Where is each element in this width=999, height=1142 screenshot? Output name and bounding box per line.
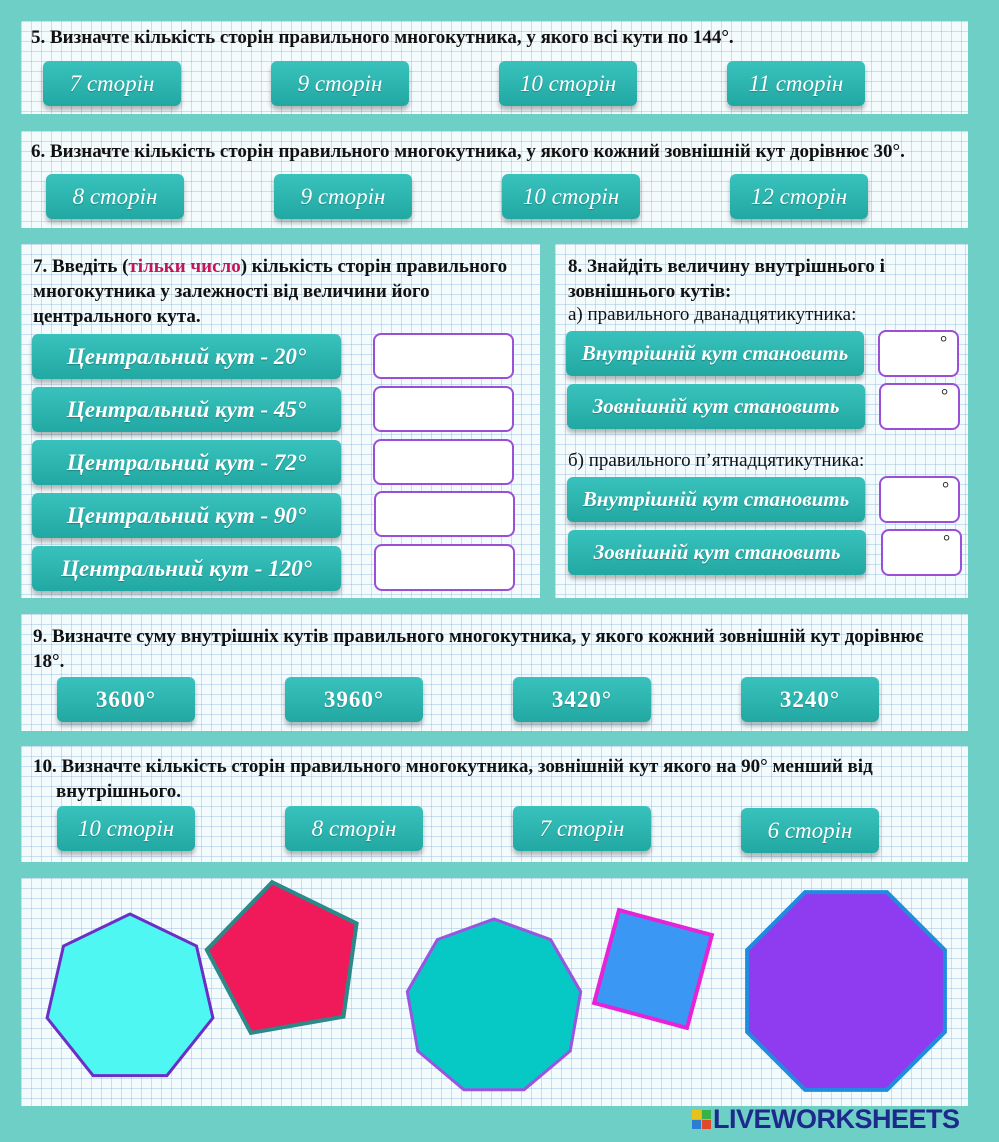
question-7-highlight: тільки число xyxy=(128,256,241,277)
octagon-shape[interactable] xyxy=(747,892,945,1090)
q9-option-2-button[interactable]: 3960° xyxy=(285,677,423,722)
central-angle-90-input[interactable] xyxy=(374,491,515,537)
question-6-text: 6. Визначте кількість сторін правильного многокутника, у якого кожний зовнішній кут дорівнює 30°. xyxy=(31,141,905,162)
q10-option-3-button[interactable]: 7 сторін xyxy=(513,806,651,851)
q9-option-1-button[interactable]: 3600° xyxy=(57,677,195,722)
question-7-text-end: ) кількість сторін правильного многокутника у залежності від величини його центрального кута. xyxy=(33,256,508,327)
q6-option-4-button[interactable]: 12 сторін xyxy=(730,174,868,219)
degree-sign: ° xyxy=(940,332,948,352)
polygons-panel xyxy=(21,878,968,1106)
square-shape[interactable] xyxy=(594,910,712,1028)
degree-sign: ° xyxy=(941,385,949,405)
pentadecagon-inner-angle-label: Внутрішній кут становить xyxy=(567,477,865,522)
pentadecagon-outer-angle-input[interactable] xyxy=(881,529,962,576)
question-5-panel xyxy=(21,21,968,114)
question-8-text: 8. Знайдіть величину внутрішнього і зовнішнього кутів: xyxy=(568,256,885,302)
pentadecagon-inner-angle-input[interactable] xyxy=(879,476,960,523)
q6-option-3-button[interactable]: 10 сторін xyxy=(502,174,640,219)
q9-option-3-button[interactable]: 3420° xyxy=(513,677,651,722)
q10-option-4-button[interactable]: 6 сторін xyxy=(741,808,879,853)
q5-option-4-button[interactable]: 11 сторін xyxy=(727,61,865,106)
question-9-panel xyxy=(21,614,968,731)
dodecagon-inner-angle-input[interactable] xyxy=(878,330,959,377)
q6-option-2-button[interactable]: 9 сторін xyxy=(274,174,412,219)
dodecagon-outer-angle-input[interactable] xyxy=(879,383,960,430)
pentadecagon-outer-angle-label: Зовнішній кут становить xyxy=(568,530,866,575)
central-angle-90-label: Центральний кут - 90° xyxy=(32,493,341,538)
q5-option-1-button[interactable]: 7 сторін xyxy=(43,61,181,106)
central-angle-72-label: Центральний кут - 72° xyxy=(32,440,341,485)
liveworksheets-logo xyxy=(692,1104,960,1135)
central-angle-120-input[interactable] xyxy=(374,544,515,591)
dodecagon-outer-angle-label: Зовнішній кут становить xyxy=(567,384,865,429)
question-9-text: 9. Визначте суму внутрішніх кутів правильного многокутника, у якого кожний зовнішній кут дорівнює 18°. xyxy=(33,626,924,672)
polygons-svg xyxy=(21,878,968,1106)
question-7-text xyxy=(33,254,543,329)
central-angle-72-input[interactable] xyxy=(373,439,514,485)
question-8-part-b: б) правильного п’ятнадцятикутника: xyxy=(568,450,865,471)
nonagon-shape[interactable] xyxy=(407,919,580,1090)
question-10-text-line-2: внутрішнього. xyxy=(56,781,182,802)
degree-sign: ° xyxy=(943,531,951,551)
central-angle-20-input[interactable] xyxy=(373,333,514,379)
q10-option-2-button[interactable]: 8 сторін xyxy=(285,806,423,851)
question-10-text-line-1: 10. Визначте кількість сторін правильного многокутника, зовнішній кут якого на 90° менший від xyxy=(33,756,873,777)
central-angle-20-label: Центральний кут - 20° xyxy=(32,334,341,379)
pentagon-shape[interactable] xyxy=(207,882,357,1033)
dodecagon-inner-angle-label: Внутрішній кут становить xyxy=(566,331,864,376)
question-10-panel xyxy=(21,746,968,862)
logo-mark-icon xyxy=(692,1110,711,1129)
question-7-text-start: 7. Введіть ( xyxy=(33,256,129,277)
question-8-part-a: а) правильного дванадцятикутника: xyxy=(568,304,857,325)
q5-option-2-button[interactable]: 9 сторін xyxy=(271,61,409,106)
question-8-panel xyxy=(555,244,968,598)
q5-option-3-button[interactable]: 10 сторін xyxy=(499,61,637,106)
central-angle-45-input[interactable] xyxy=(373,386,514,432)
logo-text: LIVEWORKSHEETS xyxy=(713,1104,960,1134)
q10-option-1-button[interactable]: 10 сторін xyxy=(57,806,195,851)
question-7-panel xyxy=(21,244,540,598)
degree-sign: ° xyxy=(942,478,950,498)
q6-option-1-button[interactable]: 8 сторін xyxy=(46,174,184,219)
central-angle-45-label: Центральний кут - 45° xyxy=(32,387,341,432)
q9-option-4-button[interactable]: 3240° xyxy=(741,677,879,722)
central-angle-120-label: Центральний кут - 120° xyxy=(32,546,341,591)
question-5-text: 5. Визначте кількість сторін правильного многокутника, у якого всі кути по 144°. xyxy=(31,27,734,48)
heptagon-shape[interactable] xyxy=(47,914,213,1076)
question-6-panel xyxy=(21,131,968,228)
